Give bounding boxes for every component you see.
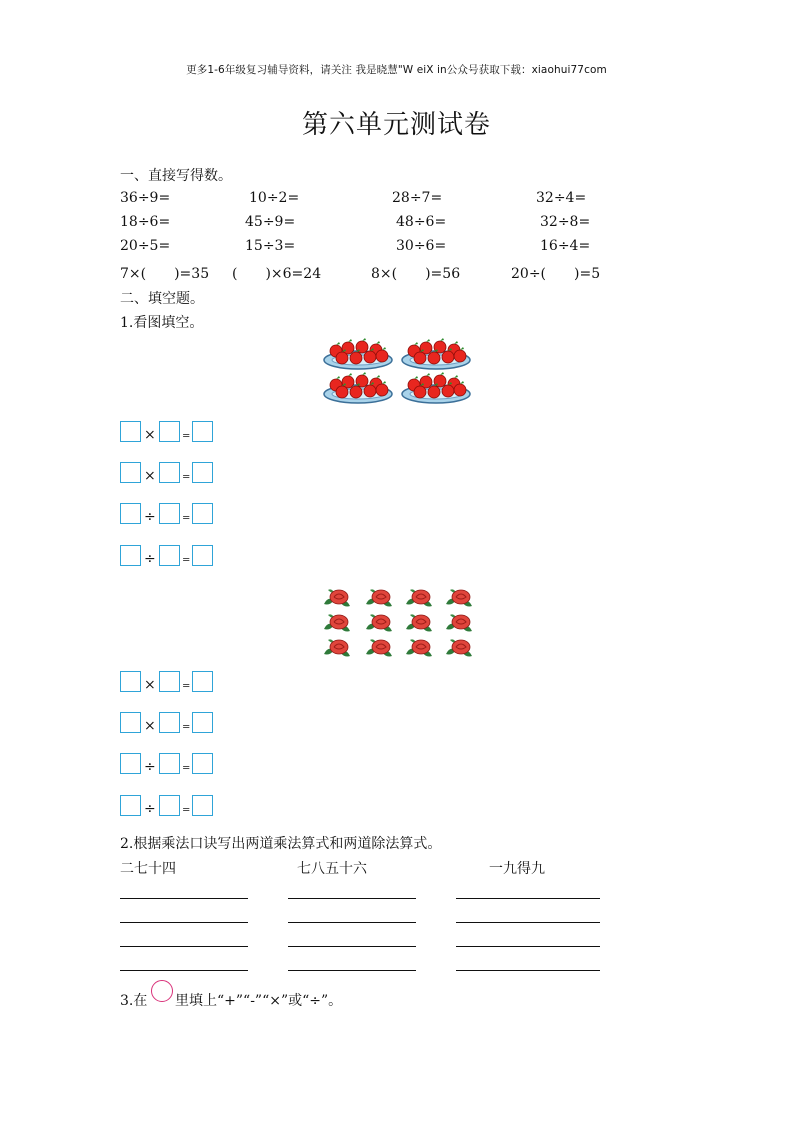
operator: ×: [144, 468, 156, 484]
answer-box[interactable]: [120, 462, 141, 483]
apple: [454, 384, 466, 396]
answer-box[interactable]: [192, 421, 213, 442]
answer-line[interactable]: [456, 898, 600, 899]
section1-heading: 一、直接写得数。: [120, 168, 232, 184]
calc-item: 45÷9=: [245, 214, 296, 230]
apple: [442, 351, 454, 363]
rose-icon: [364, 636, 394, 660]
answer-box[interactable]: [120, 712, 141, 733]
apple: [336, 352, 348, 364]
answer-line[interactable]: [120, 922, 248, 923]
answer-box[interactable]: [120, 753, 141, 774]
apple: [364, 385, 376, 397]
operator: ×: [144, 677, 156, 693]
equals-sign: =: [182, 805, 191, 816]
answer-box[interactable]: [159, 753, 180, 774]
equals-sign: =: [182, 722, 191, 733]
answer-box[interactable]: [159, 462, 180, 483]
rose-icon: [444, 586, 474, 610]
rose-icon: [444, 611, 474, 635]
calc-item: 20÷( )=5: [511, 266, 601, 282]
operator: ×: [144, 427, 156, 443]
answer-line[interactable]: [120, 946, 248, 947]
operator: ÷: [144, 509, 156, 525]
apple-plate-icon: [322, 372, 394, 406]
answer-box[interactable]: [159, 671, 180, 692]
equals-sign: =: [182, 431, 191, 442]
rose-icon: [364, 611, 394, 635]
equals-sign: =: [182, 763, 191, 774]
calc-item: ( )×6=24: [232, 266, 322, 282]
q2-label: 2.根据乘法口诀写出两道乘法算式和两道除法算式。: [120, 836, 442, 852]
rose-icon: [322, 636, 352, 660]
answer-box[interactable]: [120, 421, 141, 442]
answer-box[interactable]: [192, 712, 213, 733]
answer-box[interactable]: [120, 671, 141, 692]
calc-item: 36÷9=: [120, 190, 171, 206]
equals-sign: =: [182, 513, 191, 524]
answer-line[interactable]: [288, 898, 416, 899]
answer-line[interactable]: [288, 922, 416, 923]
calc-item: 30÷6=: [396, 238, 447, 254]
header-note: 更多1-6年级复习辅导资料，请关注 我是晓慧"W eiX in公众号获取下载：xiaohui77com: [186, 64, 607, 76]
calc-item: 10÷2=: [249, 190, 300, 206]
rose-icon: [322, 586, 352, 610]
answer-box[interactable]: [159, 545, 180, 566]
answer-box[interactable]: [192, 545, 213, 566]
answer-box[interactable]: [159, 421, 180, 442]
answer-line[interactable]: [456, 970, 600, 971]
answer-box[interactable]: [159, 712, 180, 733]
answer-line[interactable]: [288, 946, 416, 947]
rose-icon: [404, 586, 434, 610]
calc-item: 32÷8=: [540, 214, 591, 230]
apple: [350, 386, 362, 398]
calc-item: 15÷3=: [245, 238, 296, 254]
apple: [442, 385, 454, 397]
answer-box[interactable]: [192, 462, 213, 483]
answer-line[interactable]: [120, 898, 248, 899]
answer-box[interactable]: [120, 503, 141, 524]
operator: ÷: [144, 801, 156, 817]
q3-prefix: 3.在: [120, 993, 148, 1009]
operator: ÷: [144, 759, 156, 775]
answer-box[interactable]: [120, 545, 141, 566]
apple: [364, 351, 376, 363]
operator-circle[interactable]: [151, 980, 173, 1002]
q3-suffix: 里填上“+”“-”“×”或“÷”。: [175, 993, 343, 1009]
rose-icon: [404, 611, 434, 635]
answer-box[interactable]: [159, 795, 180, 816]
answer-box[interactable]: [192, 795, 213, 816]
section2-heading: 二、填空题。: [120, 291, 204, 307]
rose-icon: [322, 611, 352, 635]
page-title: 第六单元测试卷: [301, 110, 491, 140]
calc-item: 16÷4=: [540, 238, 591, 254]
answer-box[interactable]: [159, 503, 180, 524]
rhyme-2: 七八五十六: [297, 861, 367, 877]
apple: [414, 386, 426, 398]
answer-box[interactable]: [192, 503, 213, 524]
answer-box[interactable]: [192, 671, 213, 692]
operator: ×: [144, 718, 156, 734]
operator: ÷: [144, 551, 156, 567]
calc-item: 7×( )=35: [120, 266, 210, 282]
apple-plate-icon: [322, 338, 394, 372]
equals-sign: =: [182, 472, 191, 483]
calc-item: 32÷4=: [536, 190, 587, 206]
equals-sign: =: [182, 555, 191, 566]
answer-line[interactable]: [288, 970, 416, 971]
answer-box[interactable]: [192, 753, 213, 774]
rhyme-3: 一九得九: [489, 861, 545, 877]
answer-box[interactable]: [120, 795, 141, 816]
rhyme-1: 二七十四: [120, 861, 176, 877]
calc-item: 8×( )=56: [371, 266, 461, 282]
apple: [414, 352, 426, 364]
answer-line[interactable]: [120, 970, 248, 971]
answer-line[interactable]: [456, 922, 600, 923]
equals-sign: =: [182, 681, 191, 692]
apple: [454, 350, 466, 362]
apple: [428, 352, 440, 364]
rose-icon: [364, 586, 394, 610]
calc-item: 20÷5=: [120, 238, 171, 254]
apple: [350, 352, 362, 364]
apple: [376, 384, 388, 396]
calc-item: 18÷6=: [120, 214, 171, 230]
apple: [376, 350, 388, 362]
calc-item: 28÷7=: [392, 190, 443, 206]
calc-item: 48÷6=: [396, 214, 447, 230]
rose-icon: [444, 636, 474, 660]
apple-plate-icon: [400, 338, 472, 372]
rose-icon: [404, 636, 434, 660]
q1-label: 1.看图填空。: [120, 315, 204, 331]
apple: [428, 386, 440, 398]
apple-plate-icon: [400, 372, 472, 406]
apple: [336, 386, 348, 398]
answer-line[interactable]: [456, 946, 600, 947]
